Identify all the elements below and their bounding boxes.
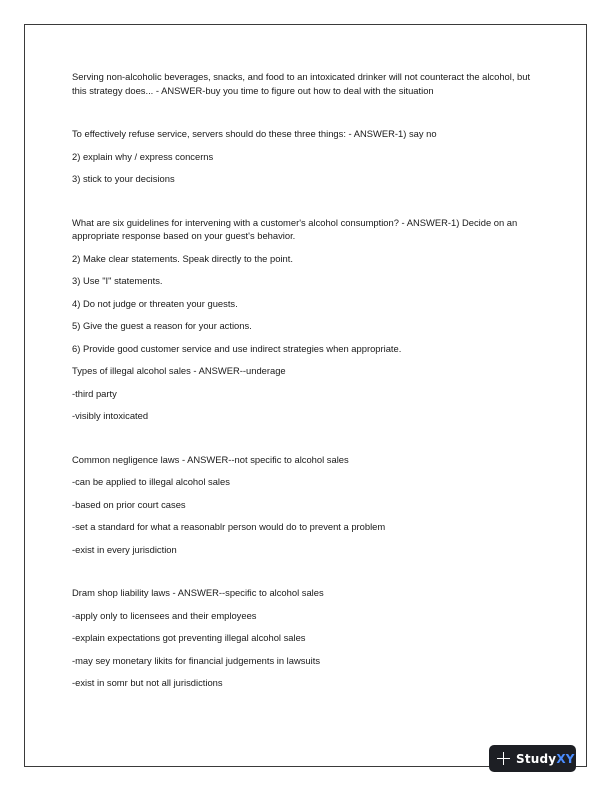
text-line: To effectively refuse service, servers should do these three things: - ANSWER-1) say no: [72, 128, 437, 139]
studyxy-badge[interactable]: [489, 745, 576, 772]
text-line: -may sey monetary likits for financial judgements in lawsuits: [72, 654, 321, 666]
text-line: -set a standard for what a reasonablr person would do to prevent a problem: [72, 521, 386, 532]
text-line: -exist in every jurisdiction: [72, 543, 177, 555]
text-line: 3) Use "I" statements.: [72, 275, 163, 286]
text-line: 4) Do not judge or threaten your guests.: [72, 297, 238, 309]
document-body: [72, 70, 542, 699]
plus-icon: [497, 752, 510, 765]
text-line: What are six guidelines for intervening with a customer's alcohol consumption? - ANSWER-1) Decide on an appropriate response based on your guest's behavior.: [72, 216, 518, 241]
brand-logo-text: StudyXY: [516, 751, 575, 766]
text-line: Serving non-alcoholic beverages, snacks, and food to an intoxicated drinker will not counteract the alcohol, but this strategy does... - ANSWER-buy you time to figure out how to deal with the situation: [72, 71, 531, 96]
text-line: Common negligence laws - ANSWER--not specific to alcohol sales: [72, 453, 349, 465]
text-line: -third party: [72, 387, 117, 399]
text-line: -visibly intoxicated: [72, 410, 149, 421]
qa-block: [72, 453, 542, 557]
text-line: 2) explain why / express concerns: [72, 150, 214, 162]
qa-block: [72, 70, 542, 97]
text-line: -can be applied to illegal alcohol sales: [72, 476, 230, 487]
text-line: 5) Give the guest a reason for your actions.: [72, 320, 252, 331]
text-line: Dram shop liability laws - ANSWER--specific to alcohol sales: [72, 587, 324, 598]
text-line: -based on prior court cases: [72, 498, 186, 510]
qa-block: [72, 127, 542, 186]
qa-block: [72, 216, 542, 423]
qa-block: [72, 586, 542, 690]
text-line: -apply only to licensees and their employees: [72, 609, 257, 621]
text-line: 3) stick to your decisions: [72, 173, 175, 184]
text-line: -exist in somr but not all jurisdictions: [72, 677, 223, 688]
text-line: 6) Provide good customer service and use indirect strategies when appropriate.: [72, 342, 402, 354]
text-line: 2) Make clear statements. Speak directly to the point.: [72, 252, 293, 264]
text-line: Types of illegal alcohol sales - ANSWER--underage: [72, 365, 286, 376]
text-line: -explain expectations got preventing illegal alcohol sales: [72, 632, 306, 643]
